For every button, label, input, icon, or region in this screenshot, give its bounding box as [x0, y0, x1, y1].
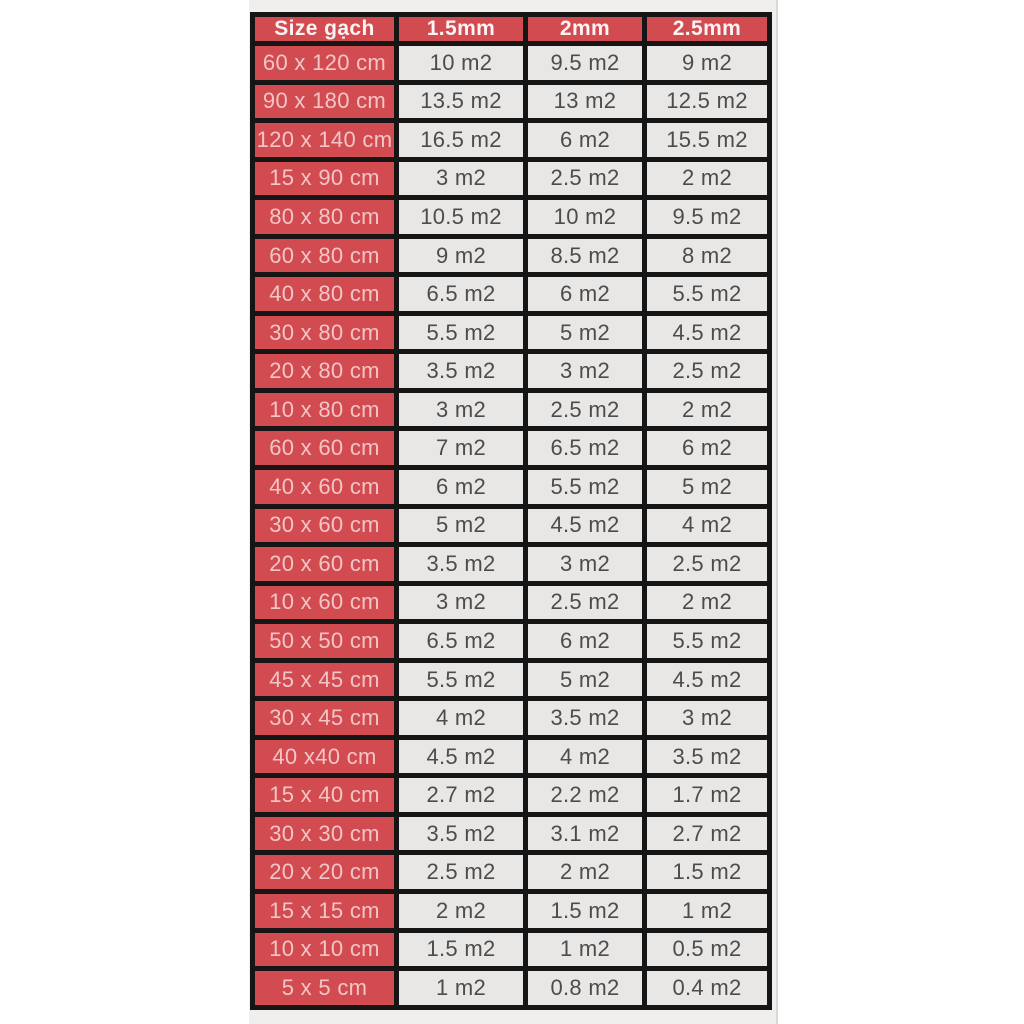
size-label-cell: 15 x 40 cm	[255, 778, 394, 812]
size-label-cell: 15 x 15 cm	[255, 894, 394, 928]
coverage-value-cell: 2.5 m2	[647, 354, 767, 388]
coverage-value-cell: 4 m2	[399, 701, 523, 735]
coverage-value-cell: 10 m2	[528, 200, 642, 234]
coverage-value-cell: 4 m2	[647, 509, 767, 543]
coverage-value-cell: 1 m2	[399, 971, 523, 1005]
header-cell-1-5mm: 1.5mm	[399, 17, 523, 41]
coverage-value-cell: 6 m2	[399, 470, 523, 504]
coverage-value-cell: 15.5 m2	[647, 123, 767, 157]
coverage-value-cell: 1.5 m2	[528, 894, 642, 928]
coverage-value-cell: 5 m2	[528, 316, 642, 350]
table-row	[255, 894, 767, 928]
table-row	[255, 663, 767, 697]
coverage-value-cell: 6.5 m2	[528, 431, 642, 465]
size-label-cell: 30 x 60 cm	[255, 509, 394, 543]
coverage-value-cell: 4.5 m2	[528, 509, 642, 543]
size-label-cell: 20 x 20 cm	[255, 855, 394, 889]
table-row	[255, 470, 767, 504]
table-row	[255, 46, 767, 80]
table-row	[255, 740, 767, 774]
coverage-value-cell: 2.5 m2	[528, 393, 642, 427]
coverage-value-cell: 1.7 m2	[647, 778, 767, 812]
table-row	[255, 200, 767, 234]
coverage-value-cell: 4.5 m2	[647, 663, 767, 697]
coverage-value-cell: 9.5 m2	[647, 200, 767, 234]
size-label-cell: 30 x 30 cm	[255, 817, 394, 851]
coverage-value-cell: 3.5 m2	[647, 740, 767, 774]
size-label-cell: 60 x 60 cm	[255, 431, 394, 465]
coverage-value-cell: 3.1 m2	[528, 817, 642, 851]
coverage-value-cell: 3 m2	[528, 354, 642, 388]
coverage-value-cell: 0.8 m2	[528, 971, 642, 1005]
table-row	[255, 701, 767, 735]
size-label-cell: 60 x 80 cm	[255, 239, 394, 273]
coverage-value-cell: 2 m2	[647, 586, 767, 620]
table-row	[255, 239, 767, 273]
coverage-value-cell: 6 m2	[528, 277, 642, 311]
size-label-cell: 120 x 140 cm	[255, 123, 394, 157]
coverage-value-cell: 16.5 m2	[399, 123, 523, 157]
coverage-value-cell: 5 m2	[399, 509, 523, 543]
coverage-value-cell: 0.5 m2	[647, 933, 767, 967]
coverage-value-cell: 2.5 m2	[528, 162, 642, 196]
coverage-value-cell: 0.4 m2	[647, 971, 767, 1005]
coverage-value-cell: 2.5 m2	[528, 586, 642, 620]
coverage-value-cell: 5.5 m2	[399, 316, 523, 350]
size-label-cell: 40 x40 cm	[255, 740, 394, 774]
table-row	[255, 431, 767, 465]
coverage-value-cell: 6 m2	[647, 431, 767, 465]
coverage-value-cell: 1.5 m2	[647, 855, 767, 889]
size-label-cell: 60 x 120 cm	[255, 46, 394, 80]
coverage-value-cell: 9 m2	[399, 239, 523, 273]
coverage-value-cell: 3 m2	[647, 701, 767, 735]
coverage-value-cell: 5 m2	[528, 663, 642, 697]
coverage-value-cell: 2 m2	[647, 393, 767, 427]
coverage-value-cell: 3 m2	[399, 393, 523, 427]
table-row	[255, 509, 767, 543]
coverage-value-cell: 8.5 m2	[528, 239, 642, 273]
coverage-value-cell: 2.5 m2	[647, 547, 767, 581]
coverage-value-cell: 10.5 m2	[399, 200, 523, 234]
size-label-cell: 15 x 90 cm	[255, 162, 394, 196]
coverage-value-cell: 3 m2	[399, 586, 523, 620]
table-row	[255, 85, 767, 119]
table-row	[255, 162, 767, 196]
coverage-value-cell: 5.5 m2	[528, 470, 642, 504]
coverage-value-cell: 9.5 m2	[528, 46, 642, 80]
table-row	[255, 547, 767, 581]
size-label-cell: 30 x 80 cm	[255, 316, 394, 350]
table-row	[255, 933, 767, 967]
size-label-cell: 30 x 45 cm	[255, 701, 394, 735]
coverage-value-cell: 4.5 m2	[647, 316, 767, 350]
coverage-value-cell: 6.5 m2	[399, 624, 523, 658]
table-row	[255, 778, 767, 812]
header-row	[255, 17, 767, 41]
coverage-value-cell: 7 m2	[399, 431, 523, 465]
coverage-value-cell: 2.7 m2	[647, 817, 767, 851]
table-row	[255, 123, 767, 157]
coverage-value-cell: 13.5 m2	[399, 85, 523, 119]
header-cell-size: Size gạch	[255, 17, 394, 41]
coverage-value-cell: 2.7 m2	[399, 778, 523, 812]
coverage-value-cell: 2 m2	[399, 894, 523, 928]
coverage-value-cell: 2 m2	[528, 855, 642, 889]
size-label-cell: 10 x 60 cm	[255, 586, 394, 620]
coverage-value-cell: 3.5 m2	[528, 701, 642, 735]
coverage-value-cell: 8 m2	[647, 239, 767, 273]
coverage-value-cell: 10 m2	[399, 46, 523, 80]
size-label-cell: 45 x 45 cm	[255, 663, 394, 697]
table-row	[255, 393, 767, 427]
coverage-value-cell: 5.5 m2	[399, 663, 523, 697]
coverage-table	[250, 12, 772, 1010]
size-label-cell: 80 x 80 cm	[255, 200, 394, 234]
coverage-value-cell: 1 m2	[528, 933, 642, 967]
size-label-cell: 40 x 60 cm	[255, 470, 394, 504]
table-row	[255, 316, 767, 350]
coverage-value-cell: 5.5 m2	[647, 277, 767, 311]
coverage-value-cell: 2 m2	[647, 162, 767, 196]
coverage-value-cell: 5 m2	[647, 470, 767, 504]
table-row	[255, 586, 767, 620]
tile-grout-coverage-image	[249, 0, 778, 1024]
coverage-value-cell: 3.5 m2	[399, 817, 523, 851]
table-row	[255, 855, 767, 889]
coverage-value-cell: 4.5 m2	[399, 740, 523, 774]
table-row	[255, 624, 767, 658]
coverage-value-cell: 4 m2	[528, 740, 642, 774]
table-row	[255, 354, 767, 388]
size-label-cell: 10 x 80 cm	[255, 393, 394, 427]
size-label-cell: 20 x 80 cm	[255, 354, 394, 388]
coverage-value-cell: 2.2 m2	[528, 778, 642, 812]
coverage-value-cell: 2.5 m2	[399, 855, 523, 889]
table-row	[255, 277, 767, 311]
coverage-value-cell: 3 m2	[399, 162, 523, 196]
size-label-cell: 50 x 50 cm	[255, 624, 394, 658]
size-label-cell: 10 x 10 cm	[255, 933, 394, 967]
size-label-cell: 90 x 180 cm	[255, 85, 394, 119]
coverage-value-cell: 12.5 m2	[647, 85, 767, 119]
coverage-value-cell: 6.5 m2	[399, 277, 523, 311]
coverage-value-cell: 13 m2	[528, 85, 642, 119]
table-row	[255, 971, 767, 1005]
size-label-cell: 20 x 60 cm	[255, 547, 394, 581]
coverage-value-cell: 5.5 m2	[647, 624, 767, 658]
size-label-cell: 5 x 5 cm	[255, 971, 394, 1005]
coverage-value-cell: 6 m2	[528, 123, 642, 157]
coverage-value-cell: 3.5 m2	[399, 354, 523, 388]
header-cell-2-5mm: 2.5mm	[647, 17, 767, 41]
coverage-value-cell: 9 m2	[647, 46, 767, 80]
coverage-value-cell: 3.5 m2	[399, 547, 523, 581]
table-body	[255, 46, 767, 1005]
coverage-value-cell: 1 m2	[647, 894, 767, 928]
coverage-value-cell: 3 m2	[528, 547, 642, 581]
coverage-value-cell: 6 m2	[528, 624, 642, 658]
header-cell-2mm: 2mm	[528, 17, 642, 41]
size-label-cell: 40 x 80 cm	[255, 277, 394, 311]
coverage-value-cell: 1.5 m2	[399, 933, 523, 967]
table-row	[255, 817, 767, 851]
